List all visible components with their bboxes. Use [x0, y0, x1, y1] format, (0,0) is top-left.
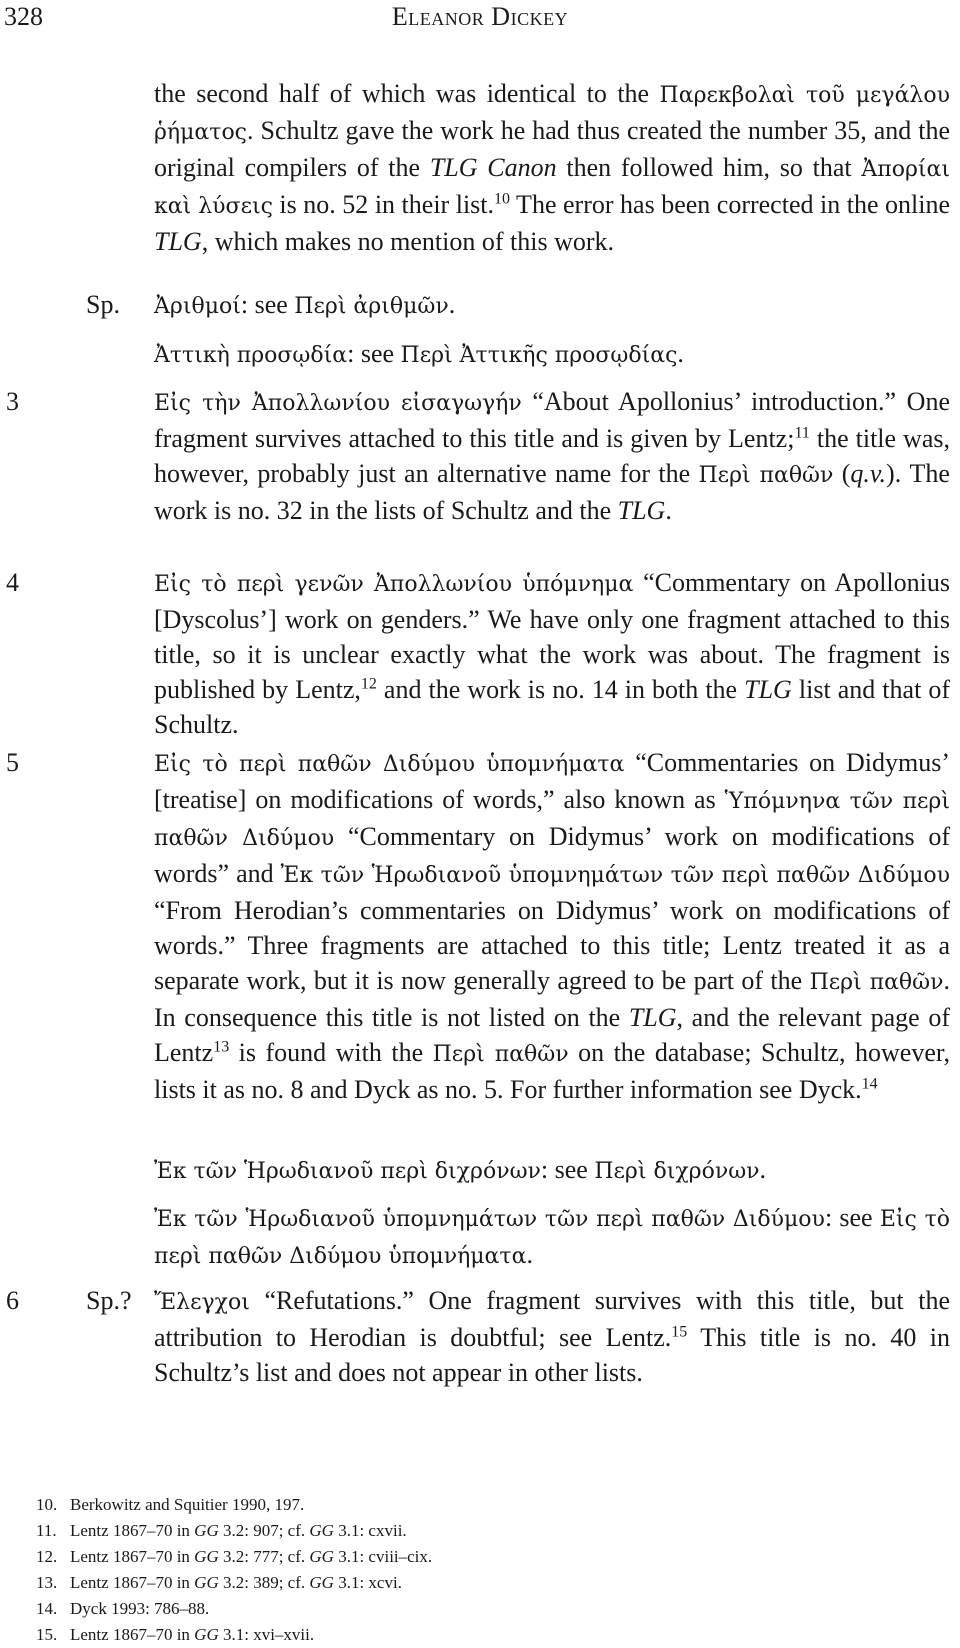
spurious-mark: Sp.	[86, 290, 120, 319]
entry-text: Εἰς τὸ περὶ γενῶν Ἀπολλωνίου ὑπόμνημα “Commentary on Apollonius [Dyscolus’] work on genders.” We have only one fragment attached to this title, so it is unclear exactly what the work was about. The fragment is published by Lentz,$^{12}$ and the work is no. 14 in both the TLG list and that of Schultz.	[154, 568, 950, 739]
greek-title: Ὑπόμνηνα τῶν περὶ παθῶν Διδύμου	[154, 789, 950, 851]
footnote: 13. Lentz 1867–70 in GG 3.2: 389; cf. GG 3.1: xcvi.	[36, 1573, 402, 1592]
entry-number: 5	[6, 748, 19, 777]
greek-title: Ἐκ τῶν Ἡρωδιανοῦ ὑπομνημάτων τῶν περὶ παθῶν Διδύμου	[280, 863, 950, 888]
greek-title: Περὶ ἀριθμῶν	[294, 294, 449, 319]
greek-title: Ἐκ τῶν Ἡρωδιανοῦ περὶ διχρόνων	[154, 1159, 541, 1184]
footnote-ref: 14	[861, 1075, 878, 1093]
greek-title: Περὶ Ἀττικῆς προσῳδίας	[400, 343, 678, 368]
running-head-author: Eleanor Dickey	[391, 2, 569, 31]
footnote-ref: 12	[360, 675, 377, 693]
entry-text: Ἔλεγχοι “Refutations.” One fragment survives with this title, but the attribution to Herodian is doubtful; see Lentz.$^{15}$ This title is no. 40 in Schultz’s list and does not appear in other lists.	[154, 1286, 950, 1387]
entry-text: Εἰς τὴν Ἀπολλωνίου εἰσαγωγήν “About Apollonius’ introduction.” One fragment survives attached to this title and is given by Lentz;$^{11}$ the title was, however, probably just an alternative name for the Περὶ παθῶν (q.v.). The work is no. 32 in the lists of Schultz and the TLG.	[154, 387, 951, 525]
footnote-ref: 15	[671, 1323, 688, 1341]
footnote-ref: 13	[213, 1038, 230, 1056]
greek-title: Περὶ παθῶν	[809, 970, 944, 995]
entry-text: the second half of which was identical to the Παρεκβολαὶ τοῦ μεγάλου ῥήματος. Schultz gave the work he had thus created the number 35, and the original compilers of the TLG Canon then followed him, so that Ἀπορίαι καὶ λύσεις is no. 52 in their list.$^{10}$ The error has been corrected in the online TLG, which makes no mention of this work.	[154, 79, 951, 256]
greek-title: Παρεκβολαὶ τοῦ μεγάλου ῥήματος	[154, 83, 950, 145]
footnote: 10. Berkowitz and Squitier 1990, 197.	[36, 1495, 305, 1514]
greek-title: Ἔλεγχοι	[154, 1290, 250, 1315]
page-number: 328	[4, 2, 43, 31]
running-header	[0, 2, 960, 38]
greek-title: Εἰς τὸ περὶ παθῶν Διδύμου ὑπομνήματα	[154, 752, 625, 777]
greek-title: Περὶ παθῶν	[698, 463, 834, 488]
footnote-ref: 10	[494, 190, 511, 208]
entry-text: Ἐκ τῶν Ἡρωδιανοῦ περὶ διχρόνων: see Περὶ διχρόνων.	[154, 1155, 767, 1184]
greek-title: Ἐκ τῶν Ἡρωδιανοῦ ὑπομνημάτων τῶν περὶ παθῶν Διδύμου	[154, 1207, 825, 1232]
entry-text: Ἐκ τῶν Ἡρωδιανοῦ ὑπομνημάτων τῶν περὶ παθῶν Διδύμου: see Εἰς τὸ περὶ παθῶν Διδύμου ὑπομνήματα.	[154, 1203, 950, 1269]
greek-title: Ἀριθμοί	[154, 294, 241, 319]
footnote: 14. Dyck 1993: 786–88.	[36, 1599, 210, 1618]
entry-number: 3	[6, 387, 19, 416]
entry-text: Εἰς τὸ περὶ παθῶν Διδύμου ὑπομνήματα “Commentaries on Didymus’ [treatise] on modifications of words,” also known as Ὑπόμνηνα τῶν περὶ παθῶν Διδύμου “Commentary on Didymus’ work on modifications of words” and Ἐκ τῶν Ἡρωδιανοῦ ὑπομνημάτων τῶν περὶ παθῶν Διδύμου “From Herodian’s commentaries on Didymus’ work on modifications of words.” Three fragments are attached to this title; Lentz treated it as a separate work, but it is now generally agreed to be part of the Περὶ παθῶν. In consequence this title is not listed on the TLG, and the relevant page of Lentz$^{13}$ is found with the Περὶ παθῶν on the database; Schultz, however, lists it as no. 8 and Dyck as no. 5. For further information see Dyck.$^{14}$	[154, 748, 950, 1104]
greek-title: Εἰς τὸ περὶ παθῶν Διδύμου ὑπομνήματα	[154, 1207, 950, 1269]
entry-number: 6	[6, 1286, 19, 1315]
greek-title: Ἀπορίαι καὶ λύσεις	[154, 157, 950, 219]
entry-text: Ἀριθμοί: see Περὶ ἀριθμῶν.	[154, 290, 456, 319]
footnote: 11. Lentz 1867–70 in GG 3.2: 907; cf. GG 3.1: cxvii.	[36, 1521, 407, 1540]
footnote-ref: 11	[794, 424, 810, 442]
greek-title: Εἰς τὴν Ἀπολλωνίου εἰσαγωγήν	[154, 391, 522, 416]
entry-text: Ἀττικὴ προσῳδία: see Περὶ Ἀττικῆς προσῳδίας.	[154, 339, 684, 368]
footnote: 15. Lentz 1867–70 in GG 3.1: xvi–xvii.	[36, 1625, 315, 1644]
spurious-mark: Sp.?	[86, 1286, 132, 1315]
greek-title: Ἀττικὴ προσῳδία	[154, 343, 348, 368]
greek-title: Περὶ διχρόνων	[594, 1159, 760, 1184]
greek-title: Περὶ παθῶν	[432, 1042, 569, 1067]
entry-number: 4	[6, 568, 19, 597]
footnote: 12. Lentz 1867–70 in GG 3.2: 777; cf. GG 3.1: cviii–cix.	[36, 1547, 433, 1566]
greek-title: Εἰς τὸ περὶ γενῶν Ἀπολλωνίου ὑπόμνημα	[154, 572, 634, 597]
